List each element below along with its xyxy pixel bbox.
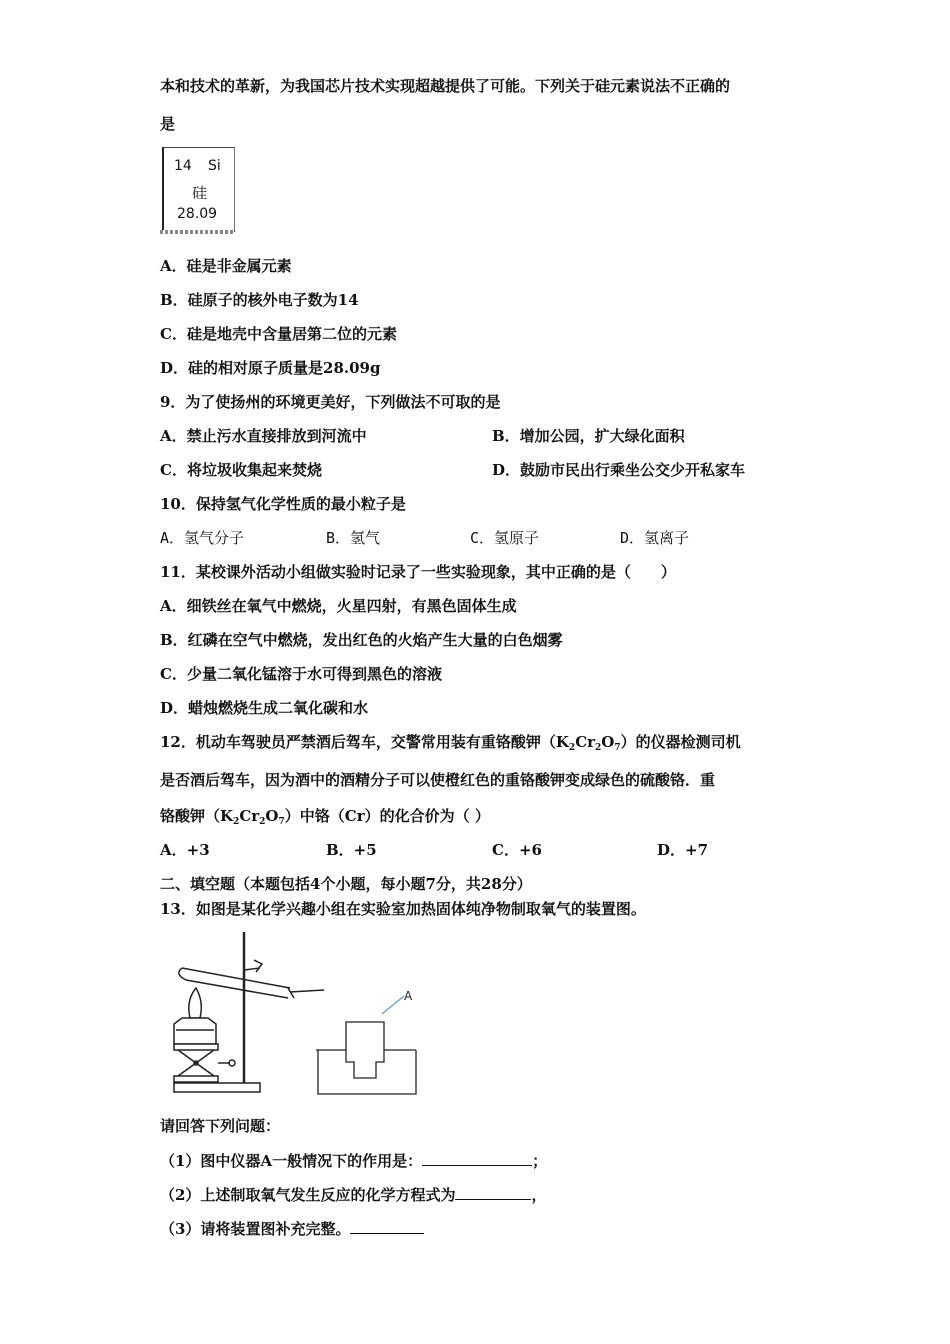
q12-option-b: B．+5 bbox=[326, 841, 377, 859]
q13-sub1: （1）图中仪器A一般情况下的作用是： ； bbox=[160, 1152, 548, 1170]
label-a: A bbox=[404, 989, 413, 1003]
delivery-tube bbox=[290, 990, 324, 992]
q10-option-d: D．氢离子 bbox=[620, 529, 690, 547]
element-card-silicon bbox=[162, 147, 235, 232]
q12-option-a: A．+3 bbox=[160, 841, 210, 859]
q11-option-a: A．细铁丝在氧气中燃烧，火星四射，有黑色固体生成 bbox=[160, 597, 517, 615]
q8-option-d: D．硅的相对原子质量是28.09g bbox=[160, 359, 381, 377]
q10-stem: 10．保持氢气化学性质的最小粒子是 bbox=[160, 495, 406, 513]
q11-option-c: C．少量二氧化锰溶于水可得到黑色的溶液 bbox=[160, 665, 442, 683]
q8-option-a: A．硅是非金属元素 bbox=[160, 257, 292, 275]
q13-stem: 13．如图是某化学兴趣小组在实验室加热固体纯净物制取氧气的装置图。 bbox=[160, 900, 646, 918]
q12-stem-line2: 是否酒后驾车，因为酒中的酒精分子可以使橙红色的重铬酸钾变成绿色的硫酸铬．重 bbox=[160, 771, 716, 789]
q11-stem: 11．某校课外活动小组做实验时记录了一些实验现象，其中正确的是（ ） bbox=[160, 563, 676, 581]
stand-base bbox=[174, 1083, 260, 1092]
element-symbol: Si bbox=[208, 158, 221, 174]
q11-option-d: D．蜡烛燃烧生成二氧化碳和水 bbox=[160, 699, 369, 717]
q8-stem-line1: 本和技术的革新，为我国芯片技术实现超越提供了可能。下列关于硅元素说法不正确的 bbox=[160, 77, 731, 95]
gas-collecting-bottle bbox=[346, 1022, 384, 1078]
q12-stem-line1: 12．机动车驾驶员严禁酒后驾车，交警常用装有重铬酸钾$(K_2Cr_2O_7)$的仪器检测司机 bbox=[160, 733, 741, 753]
atomic-number: 14 bbox=[174, 158, 192, 174]
answer-blank-2[interactable] bbox=[455, 1185, 531, 1200]
q9-stem: 9．为了使扬州的环境更美好，下列做法不可取的是 bbox=[160, 393, 501, 411]
q9-option-b: B．增加公园，扩大绿化面积 bbox=[492, 427, 685, 445]
q8-option-b: B．硅原子的核外电子数为14 bbox=[160, 291, 359, 309]
q8-stem-line2: 是 bbox=[160, 115, 176, 133]
q10-option-c: C．氢原子 bbox=[470, 529, 540, 547]
q8-option-c: C．硅是地壳中含量居第二位的元素 bbox=[160, 325, 397, 343]
q11-option-b: B．红磷在空气中燃烧，发出红色的火焰产生大量的白色烟雾 bbox=[160, 631, 563, 649]
q9-option-c: C．将垃圾收集起来焚烧 bbox=[160, 461, 322, 479]
flame bbox=[189, 988, 201, 1018]
alcohol-lamp bbox=[174, 1018, 216, 1044]
q13-sub2: （2）上述制取氧气发生反应的化学方程式为 ， bbox=[160, 1186, 547, 1204]
oxygen-apparatus-figure bbox=[160, 928, 420, 1098]
element-name: 硅 bbox=[192, 184, 208, 202]
test-tube bbox=[179, 968, 294, 998]
q9-option-d: D．鼓励市民出行乘坐公交少开私家车 bbox=[492, 461, 746, 479]
q10-option-a: A．氢气分子 bbox=[160, 529, 245, 547]
scan-artifact bbox=[160, 230, 234, 234]
lab-jack bbox=[174, 1044, 235, 1082]
q13-sub3: （3）请将装置图补充完整。 bbox=[160, 1219, 424, 1239]
q12-stem-line3: 铬酸钾$(K_2Cr_2O_7)$中铬（Cr）的化合价为（ ） bbox=[160, 807, 490, 827]
q10-option-b: B．氢气 bbox=[326, 529, 381, 547]
section-heading: 二、填空题（本题包括4个小题，每小题7分，共28分） bbox=[160, 875, 532, 893]
q13-prompt: 请回答下列问题： bbox=[160, 1117, 281, 1135]
answer-blank-1[interactable] bbox=[422, 1151, 532, 1166]
q12-option-d: D．+7 bbox=[657, 841, 709, 859]
label-a-pointer bbox=[382, 996, 404, 1014]
atomic-mass: 28.09 bbox=[177, 206, 218, 222]
answer-blank-3[interactable] bbox=[350, 1219, 424, 1234]
q12-option-c: C．+6 bbox=[492, 841, 542, 859]
q9-option-a: A．禁止污水直接排放到河流中 bbox=[160, 427, 367, 445]
